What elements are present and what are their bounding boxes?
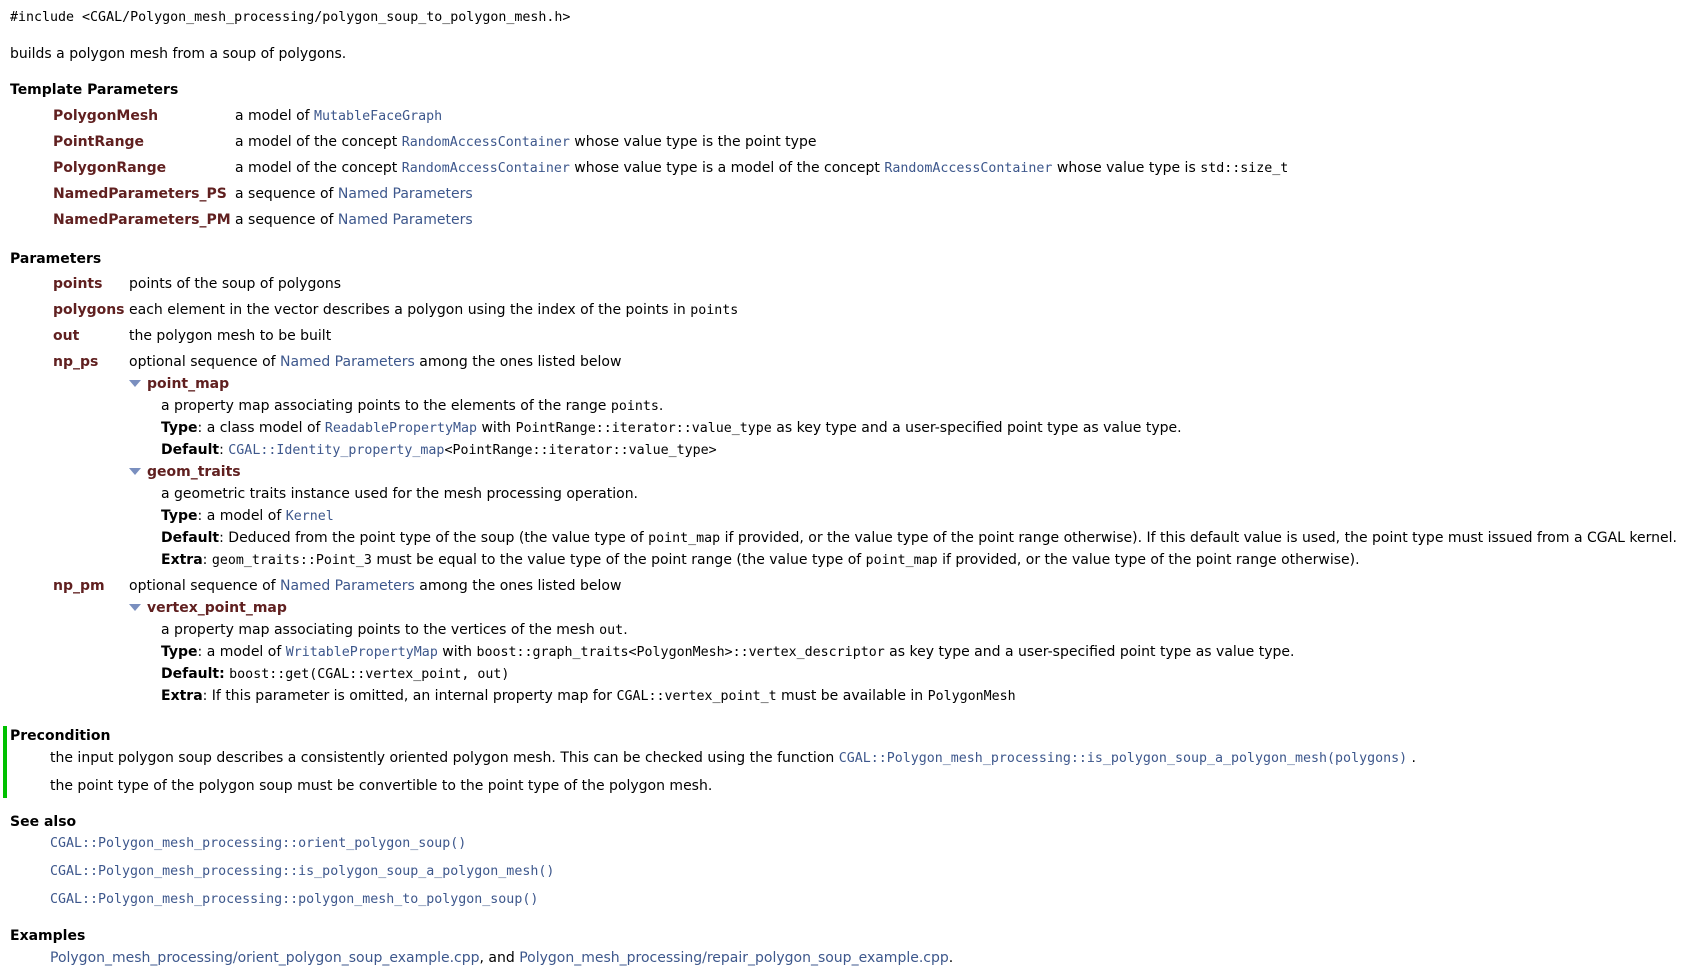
tparam-desc <box>235 133 816 152</box>
option-text: as key type and a user-specified point type as value type. <box>771 420 1182 436</box>
option-text: : a class model of <box>197 420 325 436</box>
extra-label: Extra <box>161 688 203 704</box>
option-desc-text: a property map associating points to the elements of the range <box>161 398 611 414</box>
examples-line <box>50 949 953 967</box>
option-default <box>161 665 509 684</box>
param-desc <box>129 353 621 371</box>
param-desc <box>129 577 621 595</box>
code-snippet: point_map <box>648 531 721 546</box>
orient-polygon-soup-example-link[interactable]: Polygon_mesh_processing/orient_polygon_soup_example.cpp <box>50 950 480 966</box>
param-desc-text: among the ones listed below <box>414 578 622 594</box>
option-desc: a geometric traits instance used for the mesh processing operation. <box>161 486 639 502</box>
default-label: Default <box>161 530 220 546</box>
option-type <box>161 643 1294 662</box>
code-snippet: PointRange::iterator::value_type <box>515 421 772 436</box>
tparam-desc-text: a sequence of <box>235 186 338 202</box>
code-snippet: std::size_t <box>1200 161 1289 176</box>
named-parameters-link[interactable]: Named Parameters <box>337 212 473 228</box>
option-title: point_map <box>147 376 230 392</box>
option-title: geom_traits <box>147 464 241 480</box>
option-text: must be available in <box>776 688 928 704</box>
option-title: vertex_point_map <box>147 600 287 616</box>
precondition-bar <box>3 726 7 798</box>
code-snippet: PolygonMesh <box>927 689 1016 704</box>
option-text: : <box>202 552 212 568</box>
param-desc: points of the soup of polygons <box>129 276 342 292</box>
precondition-line <box>50 749 1416 768</box>
randomaccesscontainer-link[interactable]: RandomAccessContainer <box>401 161 570 176</box>
option-text: : a model of <box>197 508 286 524</box>
tparam-desc-text: whose value type is the point type <box>569 134 817 150</box>
param-desc: the polygon mesh to be built <box>129 328 332 344</box>
type-label: Type <box>161 644 198 660</box>
identity-property-map-link[interactable]: CGAL::Identity_property_map <box>228 443 445 458</box>
tparam-desc-text: a model of <box>235 108 315 124</box>
type-label: Type <box>161 420 198 436</box>
precondition-line: the point type of the polygon soup must be convertible to the point type of the polygon mesh. <box>50 778 713 794</box>
named-parameters-link[interactable]: Named Parameters <box>337 186 473 202</box>
writablepropertymap-link[interactable]: WritablePropertyMap <box>285 645 438 660</box>
triangle-down-icon[interactable] <box>129 380 141 387</box>
polygon-mesh-to-polygon-soup-link[interactable]: CGAL::Polygon_mesh_processing::polygon_mesh_to_polygon_soup() <box>50 892 539 907</box>
param-name: polygons <box>53 302 125 318</box>
option-text: : If this parameter is omitted, an internal property map for <box>202 688 617 704</box>
params-heading: Parameters <box>10 251 102 267</box>
randomaccesscontainer-link[interactable]: RandomAccessContainer <box>884 161 1053 176</box>
tparam-desc-text: whose value type is <box>1052 160 1201 176</box>
is-polygon-soup-a-polygon-mesh-link[interactable]: CGAL::Polygon_mesh_processing::is_polygon_soup_a_polygon_mesh(polygons) <box>838 751 1408 766</box>
named-parameters-link[interactable]: Named Parameters <box>280 354 415 370</box>
tparam-desc-text: a model of the concept <box>235 134 402 150</box>
see-also-heading: See also <box>10 814 77 830</box>
option-extra <box>161 551 1360 570</box>
option-default <box>161 529 1677 548</box>
tparam-desc <box>235 107 442 126</box>
option-type <box>161 507 334 526</box>
code-snippet: boost::get(CGAL::vertex_point, out) <box>229 667 510 682</box>
brief-description: builds a polygon mesh from a soup of polygons. <box>10 46 347 62</box>
include-line: #include <CGAL/Polygon_mesh_processing/polygon_soup_to_polygon_mesh.h> <box>10 10 571 25</box>
option-text: with <box>477 420 516 436</box>
tparam-name: PointRange <box>53 134 145 150</box>
default-label: Default <box>161 442 220 458</box>
option-text: if provided, or the value type of the point range otherwise). <box>937 552 1360 568</box>
code-snippet: CGAL::vertex_point_t <box>616 689 777 704</box>
tparam-desc <box>235 185 473 203</box>
option-desc <box>161 621 628 640</box>
tparam-name: NamedParameters_PM <box>53 212 231 228</box>
tparam-desc-text: a sequence of <box>235 212 338 228</box>
param-desc <box>129 301 738 320</box>
code-snippet: geom_traits::Point_3 <box>211 553 372 568</box>
vertex-point-map-toggle[interactable] <box>129 599 287 617</box>
param-desc-text: among the ones listed below <box>414 354 622 370</box>
param-desc-text: each element in the vector describes a polygon using the index of the points in <box>129 302 691 318</box>
examples-heading: Examples <box>10 928 86 944</box>
param-name: out <box>53 328 80 344</box>
option-text: if provided, or the value type of the point range otherwise). If this default value is used, the point type must issued from a CGAL kernel. <box>720 530 1677 546</box>
option-text: must be equal to the value type of the point range (the value type of <box>371 552 866 568</box>
default-label: Default: <box>161 666 225 682</box>
option-text: with <box>437 644 477 660</box>
param-desc-text: optional sequence of <box>129 578 281 594</box>
mutablefacegraph-link[interactable]: MutableFaceGraph <box>314 109 443 124</box>
type-label: Type <box>161 508 198 524</box>
tparam-name: NamedParameters_PS <box>53 186 227 202</box>
extra-label: Extra <box>161 552 203 568</box>
precondition-text: the input polygon soup describes a consistently oriented polygon mesh. This can be checked using the function <box>50 750 839 766</box>
triangle-down-icon[interactable] <box>129 468 141 475</box>
precondition-heading: Precondition <box>10 728 111 744</box>
param-name: np_ps <box>53 354 99 370</box>
tparam-name: PolygonRange <box>53 160 167 176</box>
tparam-desc <box>235 211 473 229</box>
geom-traits-toggle[interactable] <box>129 463 241 481</box>
option-desc-text: a property map associating points to the vertices of the mesh <box>161 622 600 638</box>
param-name: np_pm <box>53 578 105 594</box>
option-desc-text: . <box>623 622 628 638</box>
code-snippet: out <box>599 623 624 638</box>
option-desc <box>161 397 663 416</box>
randomaccesscontainer-link[interactable]: RandomAccessContainer <box>401 135 570 150</box>
option-extra <box>161 687 1016 706</box>
template-params-heading: Template Parameters <box>10 82 179 98</box>
readablepropertymap-link[interactable]: ReadablePropertyMap <box>324 421 478 436</box>
tparam-desc-text: a model of the concept <box>235 160 402 176</box>
code-snippet: boost::graph_traits<PolygonMesh>::vertex_descriptor <box>476 645 885 660</box>
option-text: : Deduced from the point type of the soup (the value type of <box>219 530 649 546</box>
option-text: as key type and a user-specified point type as value type. <box>884 644 1295 660</box>
option-type <box>161 419 1182 438</box>
option-default <box>161 441 717 460</box>
option-desc-text: . <box>658 398 664 414</box>
point-map-toggle[interactable] <box>129 375 229 393</box>
code-snippet: <PointRange::iterator::value_type> <box>444 443 717 458</box>
precondition-text: . <box>1407 750 1417 766</box>
kernel-link[interactable]: Kernel <box>285 509 334 524</box>
repair-polygon-soup-example-link[interactable]: Polygon_mesh_processing/repair_polygon_soup_example.cpp <box>519 950 949 966</box>
orient-polygon-soup-link[interactable]: CGAL::Polygon_mesh_processing::orient_polygon_soup() <box>50 836 467 851</box>
param-desc-text: optional sequence of <box>129 354 281 370</box>
examples-text: . <box>948 950 954 966</box>
tparam-name: PolygonMesh <box>53 108 159 124</box>
option-text: : a model of <box>197 644 286 660</box>
code-snippet: point_map <box>865 553 938 568</box>
named-parameters-link[interactable]: Named Parameters <box>280 578 415 594</box>
tparam-desc-text: whose value type is a model of the concept <box>569 160 885 176</box>
triangle-down-icon[interactable] <box>129 604 141 611</box>
code-snippet: points <box>690 303 739 318</box>
param-name: points <box>53 276 103 292</box>
option-text: : <box>219 442 229 458</box>
examples-text: , and <box>479 950 520 966</box>
code-snippet: points <box>610 399 659 414</box>
is-polygon-soup-a-polygon-mesh-link[interactable]: CGAL::Polygon_mesh_processing::is_polygon_soup_a_polygon_mesh() <box>50 864 555 879</box>
tparam-desc <box>235 159 1288 178</box>
